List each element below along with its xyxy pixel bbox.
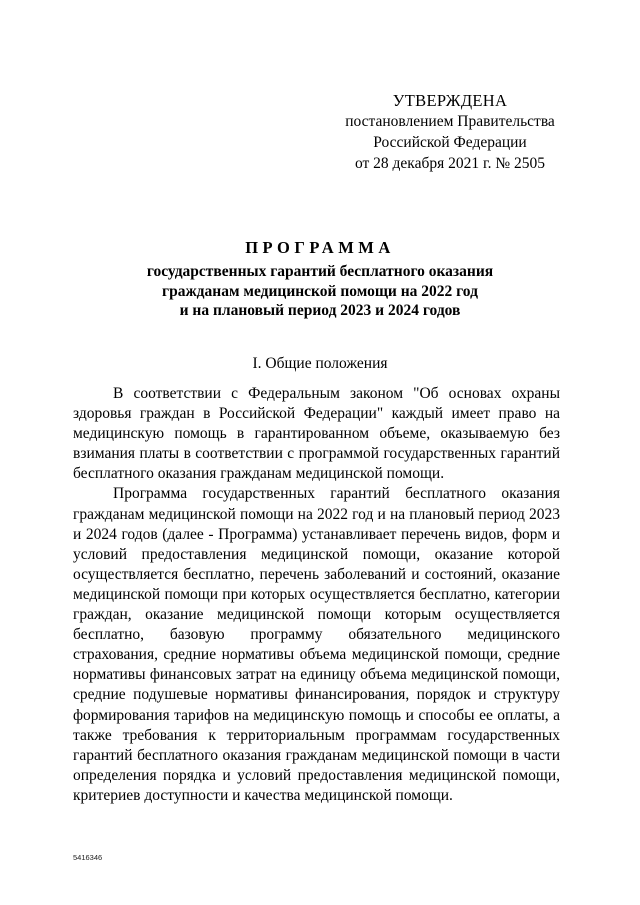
approval-line-government: Российской Федерации — [373, 134, 527, 151]
subtitle-line-1: государственных гарантий бесплатного оказания — [146, 263, 494, 280]
document-title: ПРОГРАММА — [245, 238, 395, 257]
subtitle-line-3: и на плановый период 2023 и 2024 годов — [179, 302, 461, 319]
document-body — [73, 384, 560, 806]
approval-stamp — [330, 90, 570, 174]
approval-line-resolution: постановлением Правительства — [345, 113, 555, 130]
approval-heading: УТВЕРЖДЕНА — [392, 91, 508, 110]
section-heading: I. Общие положения — [252, 355, 388, 372]
subtitle-line-2: гражданам медицинской помощи на 2022 год — [162, 282, 478, 300]
approval-line-date-number: от 28 декабря 2021 г. № 2505 — [354, 155, 546, 172]
paragraph-1: В соответствии с Федеральным законом "Об основах охраны здоровья граждан в Российской Федерации" каждый имеет право на медицинскую помощь в гарантированном объеме, оказываемую без взимания платы в соответствии с программой государственных гарантий бесплатного оказания гражданам медицинской помощи. — [73, 385, 560, 483]
paragraph-2: Программа государственных гарантий бесплатного оказания гражданам медицинской помощи на 2022 год и на плановый период 2023 и 2024 годов (далее - Программа) устанавливает перечень видов, форм и условий предоставления медицинской помощи, оказание которой осуществляется бесплатно, перечень заболеваний и состояний, оказание медицинской помощи при которых осуществляется бесплатно, категории граждан, оказание медицинской помощи которым осуществляется бесплатно, базовую программу обязательного медицинского страхования, средние нормативы объема медицинской помощи, средние нормативы финансовых затрат на единицу объема медицинской помощи, средние подушевые нормативы финансирования, порядок и структуру формирования тарифов на медицинскую помощь и способы ее оплаты, а также требования к территориальным программам государственных гарантий бесплатного оказания гражданам медицинской помощи в части определения порядка и условий предоставления медицинской помощи, критериев доступности и качества медицинской помощи. — [73, 485, 560, 804]
document-subtitle — [0, 262, 640, 321]
document-code: 5416346 — [73, 853, 103, 862]
